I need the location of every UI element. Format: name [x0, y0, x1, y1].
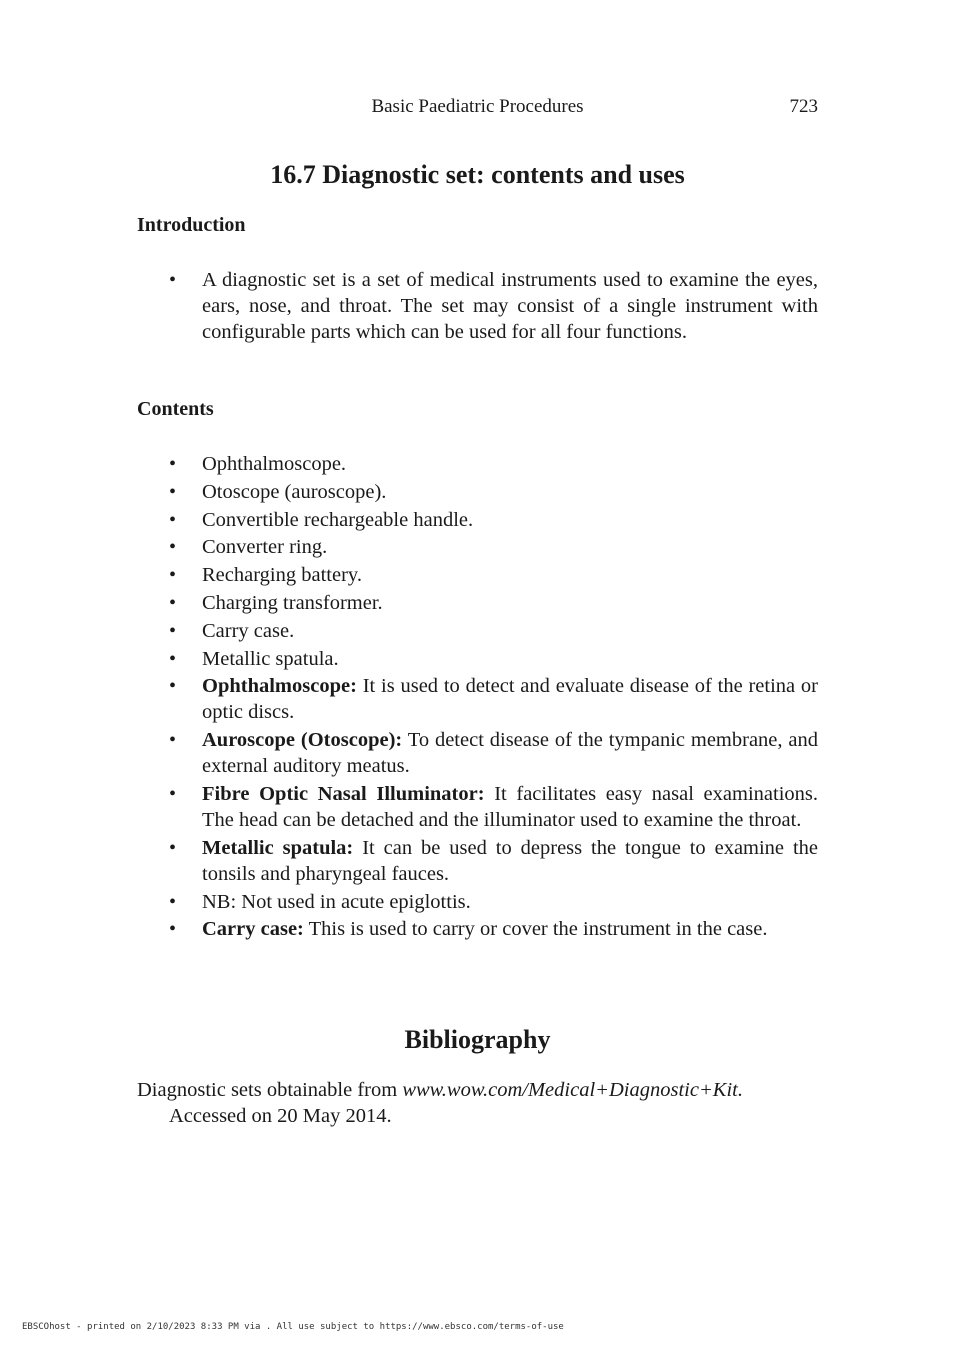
section-title: 16.7 Diagnostic set: contents and uses — [270, 160, 685, 189]
bullet-icon: • — [169, 480, 177, 503]
running-header — [137, 96, 818, 122]
list-item-term: Metallic spatula: — [202, 836, 354, 859]
bullet-icon: • — [169, 508, 177, 531]
list-item-text: Recharging battery. — [202, 564, 362, 587]
list-item-text: Converter ring. — [202, 536, 328, 559]
bibliography-heading: Bibliography — [404, 1025, 551, 1054]
list-item — [137, 646, 818, 672]
bullet-icon: • — [169, 453, 177, 475]
list-item — [137, 916, 818, 942]
bullet-icon: • — [169, 269, 177, 291]
list-item-text: To detect disease of the tympanic membrane, and external auditory meatus. — [202, 729, 818, 778]
bullet-icon: • — [169, 918, 177, 941]
list-item-text: NB: Not used in acute epiglottis. — [202, 890, 471, 913]
page-number: 723 — [789, 96, 818, 117]
list-item — [137, 781, 818, 833]
list-item — [137, 889, 818, 915]
contents-list — [137, 451, 818, 944]
bullet-icon: • — [169, 729, 177, 752]
bullet-icon: • — [169, 564, 177, 587]
list-item-text: Charging transformer. — [202, 591, 383, 614]
bibliography-entry-prefix: Diagnostic sets obtainable from — [137, 1079, 403, 1101]
list-item-term: Carry case: — [202, 918, 304, 941]
list-item — [137, 479, 818, 505]
introduction-heading: Introduction — [137, 214, 246, 236]
list-item — [137, 590, 818, 616]
list-item — [137, 727, 818, 779]
bullet-icon: • — [169, 675, 177, 698]
list-item-term: Fibre Optic Nasal Illuminator: — [202, 782, 485, 805]
list-item-text: Otoscope (auroscope). — [202, 480, 387, 503]
list-item-text: This is used to carry or cover the instrument in the case. — [303, 918, 768, 941]
list-item-term: Ophthalmoscope: — [202, 675, 357, 698]
running-title: Basic Paediatric Procedures — [371, 96, 584, 117]
list-item — [137, 835, 818, 887]
bibliography-entry-suffix: Accessed on 20 May 2014. — [169, 1105, 392, 1127]
list-item — [137, 534, 818, 560]
list-item — [137, 451, 818, 477]
list-item-term: Auroscope (Otoscope): — [202, 729, 403, 752]
list-item-text: Metallic spatula. — [202, 647, 339, 670]
bullet-icon: • — [169, 836, 177, 859]
list-item-text: Convertible rechargeable handle. — [202, 508, 474, 531]
list-item-text: A diagnostic set is a set of medical instruments used to examine the eyes, ears, nose, and throat. The set may consist of a single instrument with configurable parts which can be used for all four functions. — [202, 269, 818, 343]
bullet-icon: • — [169, 591, 177, 614]
bullet-icon: • — [169, 890, 177, 913]
list-item — [137, 562, 818, 588]
list-item — [137, 507, 818, 533]
bibliography-entry — [137, 1077, 818, 1129]
introduction-list — [137, 267, 818, 345]
list-item — [137, 618, 818, 644]
list-item-text: It facilitates easy nasal examinations. The head can be detached and the illuminator used to examine the throat. — [202, 782, 818, 831]
bullet-icon: • — [169, 647, 177, 670]
list-item-text: Ophthalmoscope. — [202, 453, 347, 475]
list-item-text: It is used to detect and evaluate disease of the retina or optic discs. — [202, 675, 818, 724]
bullet-icon: • — [169, 782, 177, 805]
footer-note: EBSCOhost - printed on 2/10/2023 8:33 PM via . All use subject to https://www.ebsco.com/terms-of-use — [22, 1322, 564, 1332]
list-item — [137, 673, 818, 725]
list-item-text: It can be used to depress the tongue to examine the tonsils and pharyngeal fauces. — [202, 836, 818, 885]
bibliography-link[interactable]: www.wow.com/Medical+Diagnostic+Kit. — [402, 1079, 743, 1101]
contents-heading: Contents — [137, 398, 214, 420]
bullet-icon: • — [169, 536, 177, 559]
list-item — [137, 267, 818, 345]
bullet-icon: • — [169, 619, 177, 642]
list-item-text: Carry case. — [202, 619, 295, 642]
